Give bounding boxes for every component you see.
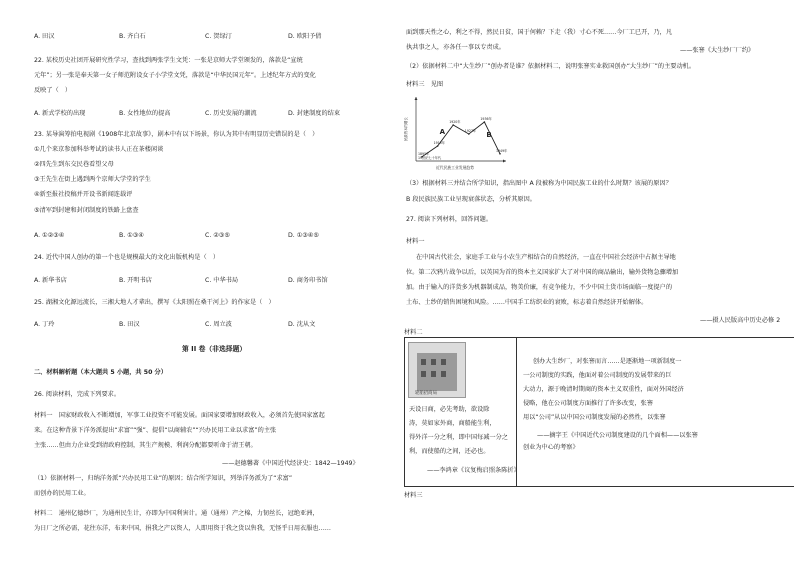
q26-material-1-line-1: 材料一 国家财政收入不断增加，军事工业投资不可能发展。面国家要增加财政收入，必须首先使国家富起 [34,412,325,419]
building-window [421,359,426,365]
q26-material-1-line-2: 来。在这种背景下洋务派提出“求富”“强”、提倡“以商辅农”“兴办民用工业以求富”的主张 [34,427,277,434]
y-axis-arrow [415,97,418,100]
q21-option-d: D. 欧阳予倩 [288,33,322,40]
q23-item-4: ④新至报社投稿并开设书新闻连载评 [34,191,133,198]
q24-option-c: C. 中华书局 [205,277,239,284]
q24-option-d: D. 商务印书馆 [288,277,328,284]
industry-trend-chart [404,93,514,173]
x-axis-arrow [503,160,506,163]
q23-option-d: D. ①③④⑤ [288,232,319,239]
q26-material-1-source: ——赵德馨著《中国近代经济史：1842—1949》 [222,460,359,467]
q24-option-a: A. 新华书店 [34,277,67,284]
segment-label: B [486,131,492,139]
building-window [441,371,446,377]
building-window [431,359,436,365]
q27-material-1-source: ——摄人民版高中历史必修 2 [700,317,781,324]
q27-material-1-line-4: 土布、土纱的销售困境和风险。……中国手工纺织业的衰败，标志着自然经济开始解体。 [406,299,648,306]
q26-question-1-line-1: （1）依据材料一，归纳洋务派“兴办民用工业”的原因；结合所学知识，列举洋务派为了“求富” [34,475,293,482]
q26-material-2-cont-line-2: 执共事之人，亦各任一事以专责成。 [406,44,505,51]
point-label: 1920年 [449,120,461,124]
series-point [468,133,470,135]
q25-line-1: 25. 湖湘文化源远流长，三湘大地人才辈出，撰写《太阳照在桑干河上》的作家是（ ） [34,299,275,306]
series-point [499,153,501,155]
q22-line-2: 元年”；另一张是奉天第一女子师范附设女子小学堂文凭，落款是“中华民国元年”。上述纪年方式的变化 [34,72,316,79]
q25-option-d: D. 沈从文 [288,321,316,328]
q27-material-3-label: 材料三 [404,492,423,499]
q27-material-2-table [404,337,794,487]
q26-material-2-cont-line-1: 面到那天性之心，利之不得，然民日贫，国于何赖？下走（我）寸心不死……今厂工已开，乃，凡 [406,29,673,36]
y-axis-label: 民族资本的增长 [404,117,408,141]
q27-material-2-label: 材料二 [404,329,423,336]
q24-line-1: 24. 近代中国人创办的第一个也是规模最大的文化出版机构是（ ） [34,254,220,261]
q27-material-2-left-source: ——李鸿章《议复梅启照条陈折》 [427,467,520,474]
segment-label: A [439,128,446,136]
q23-item-1: ①几个来京参加科举考试的读书人正在茶楼闲谈 [34,146,164,153]
q23-option-c: C. ②③⑤ [205,232,230,239]
q27-material-2-right-line-6: 创业为中心的考察》 [523,444,579,451]
point-label: 1895年 [418,151,430,156]
q22-line-3: 反映了（ ） [34,87,72,94]
q25-option-c: C. 周立波 [205,321,232,328]
q27-material-2-right-line-1: 创办大生纱厂，对张謇而言……是逐渐地一项新制度一 [533,358,682,365]
series-point [452,124,454,126]
section-title: 二、材料解析题（本大题共 5 小题，共 50 分） [34,369,167,376]
q26-material-2-source: ——张謇《大生纱厂厂约》 [680,47,755,54]
q27-material-1-line-2: 位。第二次鸦片战争以后，以英国为首的资本主义国家扩大了对中国的商品输出，输外货物急骤增加 [406,269,679,276]
q23-item-3: ③王先生在街上遇到两个京师大学堂的学生 [34,176,151,183]
q25-option-a: A. 丁玲 [34,321,55,328]
q27-material-2-left-line-2: 涛，莫如家外商，商船能生利， [409,420,496,427]
q27-intro: 27. 阅读下列材料，回答问题。 [406,216,493,223]
q26-material-3-label: 材料三 见图 [406,81,444,88]
steamship-company-photo [408,342,466,398]
q27-material-2-left-line-1: 天设日商，必先考助，欲设除 [409,406,490,413]
table-divider [516,338,517,486]
q21-option-a: A. 田汉 [34,33,55,40]
series-point [437,145,439,147]
q23-line-1: 23. 某导演筹拍电视剧《1908年北京故事》，剧本中有以下场景，你认为其中有明显历史错误的是（ ） [34,131,319,138]
q24-option-b: B. 开明书店 [119,277,152,284]
building-window [431,371,436,377]
series-point [484,121,486,123]
q27-material-2-right-line-3: 大动力，源于晚清时期商的资本主义双重性，面对外国经济 [523,386,684,393]
q22-option-a: A. 新式学校的出现 [34,110,86,117]
point-label: 1949年 [496,148,508,153]
right-column [400,0,794,562]
q22-line-1: 22. 某校历史社团开展研究性学习，查找到两张学生文凭：一张是京师大学堂颁发的，落款是“宣统 [34,57,303,64]
q27-material-1-line-1: 在中国古代社会，家庭手工业与小农生产相结合的自然经济，一直在中国社会经济中占据主导地 [416,254,676,261]
q26-intro: 26. 阅读材料，完成下列要求。 [34,391,121,398]
q26-question-2: （2）依据材料二中“大生纱厂”创办者是谁？依据材料二，说明张謇实业救国创办“大生纱厂”的主要动机。 [406,63,696,70]
point-label: 1936年 [480,117,492,121]
point-label: 1927年 [464,129,477,133]
q25-option-b: B. 田汉 [119,321,140,328]
q26-question-3-line-2: B 段民族民族工业呈现衰落状态，分析其原因。 [406,196,536,203]
q27-material-1-label: 材料一 [406,238,425,245]
q26-material-2-line-2: 为日厂之所必需，花往东洋，布来中国，捐我之产以资人，人即用资于我之货以售我，无怪乎日用衣服也…… [34,525,331,532]
q23-option-b: B. ①③④ [119,232,144,239]
q23-item-5: ⑤清军到封建和封闭制度的铁路上盘查 [34,207,139,214]
q21-option-c: C. 贺绿汀 [205,33,232,40]
photo-caption: 轮船招商局 [415,391,437,396]
q27-material-2-right-source: ——摘字王《中国近代公司制度建设的几个面相——以张謇 [537,432,698,439]
q26-question-3-line-1: （3）根据材料三并结合所学知识，指出图中 A 段被称为中国民族工业的什么时期？该展的原因？ [406,180,672,187]
q27-material-2-left-line-3: 得外洋一分之利，即中国每减一分之 [409,434,508,441]
q26-material-2-line-1: 材料二 通州亿德纱厂，为通州民生计，亦即为中国利害计。通（通州）产之棉，力韧丝长，冠绝亚洲， [34,510,319,517]
part-2-title: 第 II 卷（非选择题） [182,345,247,353]
q21-option-b: B. 齐白石 [119,33,146,40]
q27-material-2-left-line-4: 利，而使船的之间，还必也。 [409,448,490,455]
q22-option-d: D. 封建制度的结束 [288,110,341,117]
q26-question-1-line-2: 而创办的民用工业。 [34,490,90,497]
x-axis-label: 近代民族工业发展趋势 [436,165,474,170]
q26-material-1-line-3: 主张……但由力企业受到清政府控制，其生产规模、利润分配都要听命于清王朝。 [34,442,257,449]
series-line [422,122,500,157]
q27-material-2-right-line-2: 一公司制度的实践，他面对着公司制度的发展带来的巨 [523,372,672,379]
q23-item-2: ②四先生到东交民巷看望父母 [34,161,114,168]
building-window [441,359,446,365]
building-window [421,371,426,377]
q22-option-b: B. 女性地位的提高 [119,110,171,117]
q23-option-a: A. ①②③④ [34,232,65,239]
q27-material-1-line-3: 加。由于输入的洋货多为机器制成品，物美价廉，有竞争能力，不少中国土货市场面临一度提户的 [406,284,673,291]
q22-option-c: C. 历史发展的潮流 [205,110,257,117]
q27-material-2-right-line-5: 用以“公司”从以中国公司制度发展的必然性，以张謇 [523,414,666,421]
point-label: 19世纪七十年代 [418,156,442,160]
q27-material-2-right-line-4: 侵略，他在公司制度方面推行了许多改变，张謇 [523,400,653,407]
point-label: 1913年 [433,141,445,145]
